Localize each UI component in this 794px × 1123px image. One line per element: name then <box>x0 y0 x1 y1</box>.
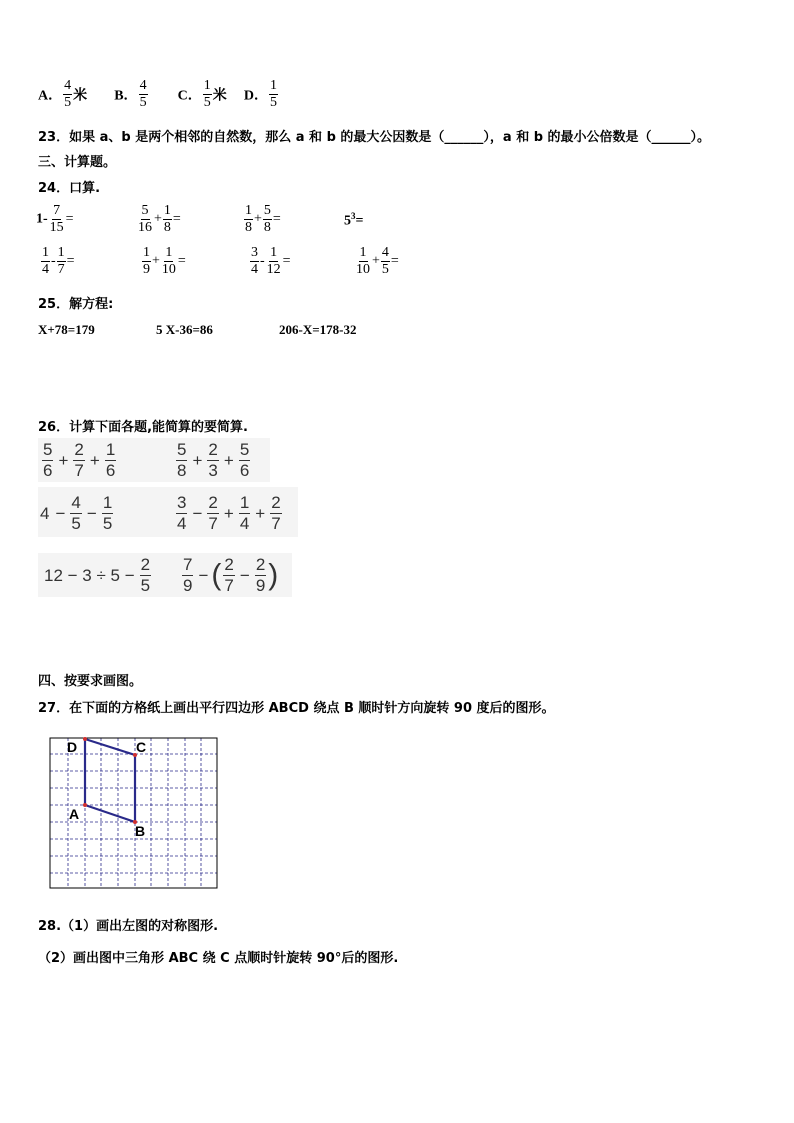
question-25-title: 25．解方程: <box>38 297 114 312</box>
label-a: A <box>69 806 80 822</box>
label-d: D <box>67 739 78 755</box>
q22-options <box>38 78 279 111</box>
question-28-part-2: （2）画出图中三角形 ABC 绕 C 点顺时针旋转 90°后的图形. <box>38 951 399 966</box>
q26-expr-3: 4 − $\frac{4}{5}$ − $\frac{1}{5}$ <box>40 493 113 533</box>
grid-figure <box>45 733 225 893</box>
q24-item-8: $\frac{1}{10}$ + $\frac{4}{5}$ = <box>356 245 399 277</box>
q26-expr-1: $\frac{5}{6}$ + $\frac{2}{7}$ + $\frac{1}{6}$ <box>43 440 116 480</box>
q26-expr-4: $\frac{3}{4}$ − $\frac{2}{7}$ + $\frac{1}{4}$ + $\frac{2}{7}$ <box>177 493 281 533</box>
option-d: D． $\frac{1}{5}$ <box>243 78 277 110</box>
equation-2: 5 X-36=86 <box>156 322 213 337</box>
q26-expr-2: $\frac{5}{8}$ + $\frac{2}{3}$ + $\frac{5}{6}$ <box>177 440 250 480</box>
label-c: C <box>136 739 147 755</box>
equation-1: X+78=179 <box>38 322 95 337</box>
q24-item-4: $5^3=$ <box>344 211 364 229</box>
option-b: B． $\frac{4}{5}$ <box>114 78 147 110</box>
option-c: C． $\frac{1}{5}$ 米 <box>177 78 227 110</box>
question-28-part-1: 28.（1）画出左图的对称图形. <box>38 919 219 934</box>
q26-expr-5: 12 − 3 ÷ 5 − $\frac{2}{5}$ <box>44 555 151 595</box>
question-26-title: 26．计算下面各题,能简算的要简算. <box>38 420 248 435</box>
q24-item-3: $\frac{1}{8}$ + $\frac{5}{8}$ = <box>245 203 281 235</box>
section-4-heading: 四、按要求画图。 <box>38 674 143 689</box>
q24-item-7: $\frac{3}{4}$ - $\frac{1}{12}$ = <box>251 245 291 277</box>
q24-item-6: $\frac{1}{9}$ + $\frac{1}{10}$ = <box>143 245 186 277</box>
q24-item-5: $\frac{1}{4}$ - $\frac{1}{7}$ = <box>42 245 75 277</box>
option-a: A． $\frac{4}{5}$ 米 <box>38 78 88 110</box>
section-3-heading: 三、计算题。 <box>38 155 117 170</box>
equation-3: 206-X=178-32 <box>279 322 357 337</box>
q26-expr-6: $\frac{7}{9}$ − ( $\frac{2}{7}$ − $\frac{2}{9}$ ) <box>183 555 279 595</box>
question-27: 27．在下面的方格纸上画出平行四边形 ABCD 绕点 B 顺时针方向旋转 90 度后的图形。 <box>38 701 555 716</box>
vertex-markers <box>83 737 137 824</box>
q24-item-1: 1- $\frac{7}{15}$ = <box>36 203 74 235</box>
question-24-title: 24．口算. <box>38 181 101 196</box>
q24-item-2: $\frac{5}{16}$ + $\frac{1}{8}$ = <box>138 203 181 235</box>
question-23: 23．如果 a、b 是两个相邻的自然数，那么 a 和 b 的最大公因数是（______），a 和 b 的最小公倍数是（______）。 <box>38 130 711 145</box>
parallelogram-abcd <box>85 739 135 822</box>
label-b: B <box>135 823 146 839</box>
